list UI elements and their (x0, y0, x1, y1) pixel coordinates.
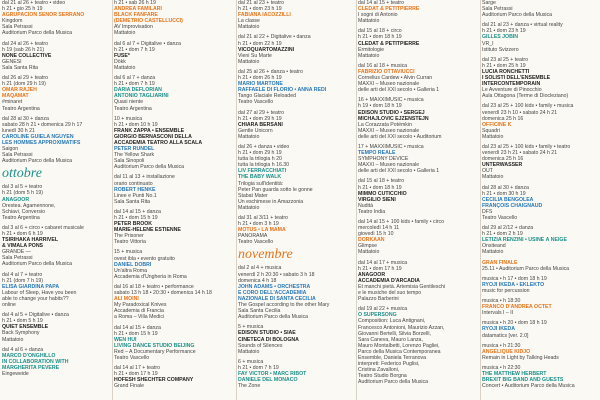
event-detail: Aula Ottagona (Terme di Diocleziano) (482, 93, 569, 100)
event-detail: Parco della Musica Contemporanea (358, 348, 441, 355)
event-artist: VICOQUARTOMAZZINI (238, 46, 295, 53)
event-detail: dal 3 al 5 + teatro (2, 184, 43, 191)
event-detail: The Gospel according to the other Mary (238, 302, 330, 309)
event-detail: dal 14 al 17 + musica (358, 259, 408, 266)
event-artist: MARIO MARTONE (238, 81, 283, 88)
event-artist: FRANCO D'ANDREA OCTET (482, 304, 552, 311)
calendar-column-4 (356, 0, 480, 400)
event-artist: ALI MOINI (114, 296, 139, 303)
event-detail: domenica 25 h 16 (482, 156, 524, 163)
event-detail: 6 + musica (238, 358, 264, 365)
event-artist: THE MATTHEW HERBERT (482, 370, 547, 377)
event-artist: ANAGOOR (2, 196, 30, 203)
event-detail: dal 29 al 2/12 + danza (482, 225, 534, 232)
event-detail: MAXXI – Museo nazionale (358, 127, 420, 134)
event-detail: musica • h 17 • dom 18 h 19 (482, 275, 547, 282)
event-detail: dal 6 al 7 + danza (114, 75, 156, 82)
event-detail: Sala Petrassi (2, 24, 33, 31)
event-detail: dal 3 al 6 + circo • cabaret musicale (2, 224, 84, 231)
event-detail: La Corazzata Potëmkin (358, 121, 412, 128)
event-detail: DFS (482, 208, 493, 215)
event-artist: GILLES JOBIN (482, 34, 519, 41)
event-detail: Mattatoio (238, 24, 260, 31)
event-detail: Teatro Vascello (482, 215, 518, 221)
event-artist: RYOJI IKEDA (482, 326, 515, 333)
event-detail: dal 11 al 13 + installazione (114, 174, 175, 181)
event-detail: sabato 13 h 18 • 20:30 • domenica 14 h 18 (114, 290, 212, 297)
event-detail: tutta la trilogia h 20 (238, 156, 282, 163)
event-detail: Back Symphony (2, 330, 40, 337)
event-artist: EDISON STUDIO • SERGEJ (358, 109, 425, 116)
event-artist: RYOJI IKEDA • EKLEKTO (482, 281, 545, 288)
event-detail: Sala Petrassi (2, 152, 33, 159)
event-detail: Sounds of Silences (238, 342, 283, 349)
event-artist: WEN HUI (114, 336, 137, 343)
event-detail: dal 31 al 3/11 + teatro (238, 215, 288, 221)
event-detail: My Paradoxical Knives (114, 302, 167, 309)
event-artist: ANTONIO TAGLIARINI (114, 93, 169, 100)
event-detail: h 21 • dom 2 h 19 (482, 231, 523, 238)
event-artist: MAQAMAT (2, 93, 29, 100)
event-detail: Auditorium Parco della Musica (238, 314, 309, 321)
event-artist: TSIRIHAKA HARRIVEL (2, 237, 59, 244)
event-artist: I SOLISTI DELL'ENSEMBLE (482, 75, 551, 82)
event-detail: h 19 • dom 18 h 19 (358, 103, 402, 110)
event-artist: MICHAJLOVIC EJZENŠTEJN (358, 115, 429, 122)
event-detail: mercoledì 14 h 11 (358, 225, 400, 232)
event-detail: venerdì 23 h 21 • sabato 24 h 21 (482, 150, 558, 157)
event-artist: FABRIZIO OTTAVIUCCI (358, 68, 415, 75)
event-artist: HOFESH SHECHTER COMPANY (114, 377, 194, 384)
event-detail: Teatro Argentina (114, 105, 152, 112)
event-detail: h 21 • dom 17 h 19 (114, 371, 158, 378)
event-detail: Auditorium Parco della Musica (358, 379, 429, 386)
event-detail: Orestea. Agamennone, (2, 202, 56, 209)
event-detail: h 21 • dom 17 h 19 (358, 265, 402, 272)
event-artist: MIMMO CUTICCHIO (358, 190, 407, 197)
month-heading: ottobre (2, 166, 42, 182)
event-detail: AV Improvisation (114, 24, 153, 31)
event-detail: Stabat Mater (238, 192, 268, 199)
event-detail: Grand Finale (114, 383, 144, 390)
event-detail: Squadri (482, 127, 500, 134)
event-artist: MARGHERITA PEVERE (2, 364, 60, 371)
event-detail: Linee e Punti No.1 (114, 192, 157, 199)
event-detail: Teatro Argentina (2, 214, 40, 221)
event-detail: dal 16 al 18 + teatro • performance (114, 283, 194, 290)
event-artist: CINETECA DI BOLOGNA (238, 336, 299, 343)
event-detail: Glimpse (358, 243, 378, 250)
event-detail: MAXXI – Museo nazionale (358, 162, 420, 169)
event-detail: sabato 28 h 21 • domenica 29 h 17 (2, 121, 83, 128)
event-detail: dal 4 al 6 + danza (2, 346, 44, 353)
event-detail: Eingeweide (2, 370, 29, 377)
event-detail: h 21 (dom 29 h 19) (2, 81, 46, 88)
event-artist: FAY VICTOR • MARC RIBOT (238, 370, 307, 377)
month-heading: novembre (238, 247, 293, 263)
event-detail: Quasi niente (114, 99, 144, 106)
event-detail: Sala Santa Rita (114, 198, 151, 205)
event-detail: Sala Santa Rita (2, 64, 39, 71)
event-detail: dal 14 al 17 + teatro (114, 365, 161, 372)
event-detail: Teatro Vittoria (114, 239, 146, 246)
event-detail: h 21 • dom 29 h 19 (238, 115, 282, 122)
calendar-column-1 (0, 0, 112, 400)
event-artist: OFFICINE K (482, 121, 512, 128)
event-detail: online (2, 302, 16, 309)
event-detail: dal 4 al 7 + teatro (2, 271, 43, 278)
event-detail: h 21 • dom 5 h 19 (2, 318, 43, 325)
event-detail: 16 + MAXXIMUSIC • musica (358, 97, 424, 104)
event-detail: dal 2 al 4 + musica (238, 265, 282, 272)
event-detail: VR_I (482, 40, 494, 47)
event-detail: The Prisoner (114, 233, 144, 240)
event-detail: Vieni Su Marte (238, 52, 272, 59)
event-artist: FRANÇOIS CHAIGNAUD (482, 202, 543, 209)
event-detail: h 21 • dom 15 h 19 (114, 215, 158, 221)
event-detail: h 21 • dom 29 h 19 (238, 150, 282, 157)
event-detail: Sala Santa Cecilia (238, 308, 281, 315)
event-detail: h 21 • dom 23 h 19 (482, 28, 526, 35)
event-detail: Auditorium Parco della Musica (2, 30, 73, 37)
event-detail: Auditorium Parco della Musica (482, 12, 553, 19)
event-artist: ELISA GIARDINA PAPA (2, 283, 60, 290)
event-detail: dal 23 al 25 + teatro (482, 56, 529, 63)
event-detail: The Zone (238, 383, 261, 390)
event-artist: PETER RUNDEL (114, 146, 155, 153)
event-detail: dal 15 al 18 + circo (358, 28, 402, 35)
event-detail: Mattatoio (482, 249, 504, 256)
event-detail: dal 15 al 18 + teatro (358, 178, 405, 185)
event-detail: Trilogia sull'identità: (238, 180, 284, 187)
event-detail: Concert • Auditorium Parco della Musica (482, 383, 575, 390)
calendar-column-5 (480, 0, 600, 400)
event-detail: Onsiteand (482, 243, 506, 250)
event-detail: tutta la trilogia h 16.30 (238, 162, 290, 169)
event-detail: Composition: Luca Antignani, (358, 318, 426, 325)
event-artist: CLÉDAT & PETITPIERRE (358, 40, 420, 47)
event-detail: able to change your habits?? (2, 295, 69, 302)
event-artist: ANGELIQUE KIDJO (482, 348, 531, 355)
event-detail: h 21 • dom 6 h 19 (2, 231, 43, 237)
event-detail: dal 14 al 15 + danza (114, 324, 161, 331)
event-artist: UNTERWASSER (482, 162, 523, 169)
event-detail: 25.11 • Auditorium Parco della Musica (482, 265, 570, 272)
event-artist: TEMPO REALE (358, 150, 396, 157)
event-detail: h 21 • gio 25 h 19 (2, 6, 43, 13)
event-detail: PANORAMA (238, 233, 268, 240)
event-artist: LUCIA RONCHETTI (482, 68, 530, 75)
event-detail: Mattatoio (238, 204, 260, 211)
event-artist: ACCADEMIA TEATRO ALLA SCALA (114, 139, 203, 146)
event-detail: musica • h 21:30 (482, 342, 521, 349)
event-detail: Auditorium Parco della Musica (2, 158, 73, 165)
event-artist: FABIANA IACOZZILLI (238, 12, 291, 19)
event-detail: Sala Petrassi (482, 6, 513, 13)
event-detail: 17 + MAXXIMUSIC • musica (358, 143, 424, 150)
event-detail: h 21 • dom 3 h 19 (238, 221, 279, 228)
event-detail: Mattatoio (114, 64, 136, 71)
event-detail: h 21 • dom 15 h 19 (114, 330, 158, 337)
event-detail: Sala Petrassi (2, 255, 33, 262)
event-detail: dal 23 al 25 + 100 kids • family • musica (482, 103, 574, 110)
event-detail: h 21 • dom 23 h 19 (238, 6, 282, 13)
event-detail: Dökk (114, 58, 126, 65)
event-artist: OMAR RAJEH (2, 87, 37, 94)
event-artist: RAFFAELE DI FLORIO • ANNA REDI (238, 87, 327, 94)
event-artist: DARIA DEFLORIAN (114, 87, 162, 94)
event-detail: Labour of Sleep, Have you been (2, 289, 77, 296)
event-detail: a Roma – Villa Medici (114, 314, 165, 321)
event-detail: dal 26 + danza • video (238, 143, 290, 150)
event-artist: NONE COLLECTIVE (2, 52, 52, 59)
event-detail: dal 21 al 22 + Digitalive • danza (238, 34, 311, 41)
event-detail: Mattatoio (358, 52, 380, 59)
event-detail: Sarge (482, 0, 496, 6)
event-detail: Sara Caneva, Mauro Lanza, (358, 336, 423, 343)
event-detail: Mattatoio (482, 174, 504, 181)
event-detail: Teatro Vascello (238, 99, 274, 106)
event-detail: dal 14 al 15 + danza (114, 208, 161, 215)
event-detail: dal 23 al 25 + 100 kids • family • teatro (482, 143, 571, 150)
event-detail: GRANDE — (2, 249, 31, 256)
event-artist: EDISON STUDIO • SIAE (238, 330, 296, 337)
event-detail: OUT (482, 168, 493, 175)
event-artist: THE BABY WALK (238, 174, 282, 181)
event-artist: CAROLINE GUIELA NGUYEN (2, 133, 74, 140)
event-detail: dal 24 al 26 + teatro (2, 40, 49, 47)
event-detail: venerdì 2 h 20:30 • sabato 3 h 18 (238, 271, 315, 278)
event-detail: ovest ibla • evento gratuito (114, 255, 175, 262)
event-artist: PETER BROOK (114, 221, 153, 228)
event-detail: #minaret (2, 99, 23, 106)
event-detail: dal 27 al 29 + teatro (238, 109, 285, 116)
event-artist: ACCADEMIA D'ARCADIA (358, 277, 420, 284)
event-detail: dal 14 al 15 + 100 kids • family • circo (358, 219, 444, 225)
event-detail: Peter Pan guarda sotto le gonne (238, 186, 313, 193)
event-artist: JOHN ADAMS • ORCHESTRA (238, 283, 311, 290)
event-artist: O SUPERSONG (358, 312, 397, 319)
event-detail: Auditorium Parco della Musica (2, 261, 73, 268)
event-detail: Le Avventure di Pinocchio (482, 87, 542, 94)
event-detail: Mattatoio (114, 30, 136, 37)
event-detail: dal 6 al 7 + Digitalive • danza (114, 40, 181, 47)
event-artist: MOTUS • LA MAMA (238, 227, 286, 234)
event-artist: BREXIT BIG BAND AND GUESTS (482, 377, 564, 384)
event-detail: dal 14 al 15 + teatro (358, 0, 405, 6)
event-artist: & VIMALA PONS (2, 243, 44, 250)
event-detail: Cristina Zavalloni, (358, 367, 400, 374)
event-artist: BLACK FANFARE (114, 12, 158, 19)
event-detail: Teatro India (358, 208, 386, 215)
event-detail: h 21 (dom 5 h 19) (2, 190, 43, 197)
event-artist: DANIELE DEL MONACO (238, 377, 298, 384)
event-detail: dal 21 al 23 + danza • virtual reality (482, 22, 563, 29)
event-detail: Mattatoio (358, 249, 380, 256)
event-detail: Ensemble, Daniela Terranova (358, 354, 426, 361)
event-detail: 10 + musica (114, 115, 143, 122)
event-detail: h 21 • dom 7 h 19 (114, 81, 155, 88)
event-detail: h 19 (sab 26 h 21) (2, 46, 45, 53)
calendar-column-3 (236, 0, 356, 400)
event-artist: (DEMETRIO CASTELLUCCI) (114, 18, 183, 25)
event-detail: Teatro Vascello (238, 239, 274, 246)
event-detail: 5 + musica (238, 324, 264, 331)
event-detail: h 21 • dom 7 h 19 (114, 46, 155, 53)
event-artist: LIVING DANCE STUDIO BEIJING (114, 342, 195, 349)
event-artist: ANDREA FAMILARI (114, 6, 162, 13)
event-detail: Un'altra Roma (114, 267, 147, 274)
event-detail: dal 21 al 23 + teatro (238, 0, 285, 6)
event-detail: domenica 25 h 16 (482, 115, 524, 122)
event-artist: GIORGIO BERNASCONI DELLA (114, 133, 192, 140)
event-detail: I sogni di Antonio (358, 12, 398, 19)
event-detail: Teatro Studio Borgna (358, 373, 407, 380)
event-artist: ANAGOOR (358, 271, 386, 278)
event-detail: Istituto Svizzero (482, 46, 519, 53)
event-detail: Palazzo Barberini (358, 296, 399, 303)
event-detail: Auditorium Parco della Musica (114, 164, 185, 171)
event-detail: Mattatoio (238, 133, 260, 140)
event-detail: Tango Glaciale Reloaded (238, 93, 296, 100)
event-detail: h 21 (dom 7 h 19) (2, 277, 43, 284)
event-detail: dal 26 al 29 + teatro (2, 75, 49, 82)
event-detail: Schiavi, Conversio (2, 208, 45, 215)
event-detail: Teatro Argentina (2, 105, 40, 112)
event-artist: CHIARA BERSANI (238, 121, 283, 128)
event-detail: The Yellow Shark (114, 152, 155, 159)
event-detail: Mattatoio (2, 336, 24, 343)
event-artist: MARIE-HÉLÈNE ESTIENNE (114, 227, 181, 234)
event-detail: Mauro Montalbetti, Lorenzo Pagliei, (358, 342, 440, 349)
event-detail: Accademia d'Ungheria in Roma (114, 273, 187, 280)
event-detail: music for percussion (482, 287, 530, 294)
event-detail: Remain in Light by Talking Heads (482, 354, 559, 361)
event-artist: ROBERT HENKE (114, 186, 156, 193)
event-detail: delle arti del XXI secolo • Galleria 1 (358, 87, 440, 94)
event-detail: Intervals I – II (482, 310, 514, 317)
event-detail: datamatics [ver. 2.0] (482, 332, 529, 339)
event-detail: dal 19 al 22 + musica (358, 306, 408, 313)
event-detail: Mattatoio (238, 58, 260, 65)
event-detail: h 21 • dom 30 h 19 (482, 190, 526, 197)
event-detail: Mattatoio (358, 18, 380, 25)
event-detail: Kingdom (2, 18, 23, 25)
event-detail: dal 16 al 18 + musica (358, 62, 408, 69)
event-detail: La classe (238, 18, 260, 25)
event-detail: dal 21 al 26 + teatro • video (2, 0, 66, 6)
event-detail: Nudità (358, 202, 373, 209)
event-detail: 15 + musica (114, 249, 143, 256)
event-detail: musica • h 22:30 (482, 364, 521, 371)
event-artist: DANIEL DOBRI (114, 261, 152, 268)
event-artist: DORKAAN (358, 237, 385, 244)
event-detail: dal 28 al 30 + danza (2, 115, 49, 122)
event-artist: CECILIA BENGOLEA (482, 196, 534, 203)
event-detail: musica • h 18:30 (482, 298, 521, 305)
event-detail: h 21 • sab 26 h 19 (114, 0, 156, 6)
event-artist: AGRUPACIÓN SEÑOR SERRANO (2, 12, 85, 19)
event-detail: Saigon (2, 146, 19, 153)
event-artist: QUIET ENSEMBLE (2, 324, 49, 331)
event-artist: LETIZIA RENZINI • USINE À NEIGE (482, 237, 567, 244)
event-detail: giovedì 15 h 10 (358, 231, 394, 238)
event-detail: Ermitologie (358, 46, 384, 53)
event-detail: Gentle Unicorn (238, 127, 273, 134)
event-detail: lunedì 30 h 21 (2, 127, 35, 134)
event-detail: domenica 4 h 18 (238, 277, 277, 284)
event-detail: Mattatoio (238, 348, 260, 355)
event-detail: orario continuato (114, 180, 153, 187)
event-detail: SYMPHONY DEVICE (358, 156, 409, 163)
event-detail: h 21 • dom 18 h 19 (358, 34, 402, 41)
event-artist: IN COLLABORATION WITH (2, 358, 69, 365)
event-detail: Red – A Documentary Performance (114, 348, 196, 355)
event-artist: MARCO D'ONGHILLO (2, 352, 56, 359)
event-detail: Sala Sinopoli (114, 158, 145, 165)
event-artist: CLÉDAT & PETITPIERRE (358, 6, 420, 13)
event-artist: LES HOMMES APPROXIMATIFS (2, 139, 81, 146)
event-detail: venerdì 23 h 10 • sabato 24 h 21 (482, 109, 558, 116)
event-detail: h 21 • dom 10 h 19 (114, 121, 158, 128)
event-detail: dal 25 al 26 + danza • teatro (238, 68, 303, 75)
event-detail: Et manchi pietà. Artemisia Gentileschi (358, 283, 446, 290)
event-detail: h 21 • dom 7 h 19 (238, 364, 279, 371)
event-detail: h 21 • dom 22 h 19 (238, 40, 282, 47)
event-detail: Accademia di Francia (114, 308, 164, 315)
event-detail: Giovanni Bertelli, Silvia Borzelli, (358, 330, 431, 337)
event-detail: Francesco Antonioni, Maurizio Azzan, (358, 324, 445, 331)
event-detail: dal 28 al 30 + danza (482, 184, 529, 191)
event-artist: FRANK ZAPPA • ENSEMBLE (114, 127, 185, 134)
event-detail: Mattatoio (482, 133, 504, 140)
event-artist: E CORO DELL'ACCADEMIA (238, 289, 307, 296)
event-artist: VIRGILIO SIENI (358, 196, 396, 203)
event-artist: FUSE* (114, 52, 130, 59)
event-detail: h 21 • dom 25 h 19 (482, 62, 526, 69)
event-detail: h 21 • dom 26 h 19 (238, 75, 282, 82)
event-detail: delle arti del XXI secolo • Auditorium (358, 133, 442, 140)
event-detail: Teatro Vascello (114, 354, 150, 361)
event-detail: Cornelius Cardew • Alvin Curran (358, 75, 433, 82)
event-detail: dal 4 al 5 + Digitalive • danza (2, 312, 69, 319)
calendar-column-2 (112, 0, 236, 400)
event-detail: h 21 • dom 18 h 19 (358, 184, 402, 191)
event-detail: interpreti: Federico Puglisi, (358, 361, 420, 368)
event-artist: GRAN FINALE (482, 259, 518, 266)
event-detail: MAXXI – Museo nazionale (358, 81, 420, 88)
event-detail: GENESI (2, 58, 22, 65)
event-artist: INTERCONTEMPORAIN (482, 81, 541, 88)
event-detail: musica • h 20 • dom 18 h 19 (482, 320, 547, 327)
event-artist: LIV FERRACCHIATI (238, 168, 287, 175)
event-detail: Un eschimese in Amazzonia (238, 198, 304, 205)
event-artist: NAZIONALE DI SANTA CECILIA (238, 295, 316, 302)
event-detail: e le musiche del suo tempo (358, 290, 422, 297)
event-detail: delle arti del XXI secolo • Galleria 1 (358, 168, 440, 175)
